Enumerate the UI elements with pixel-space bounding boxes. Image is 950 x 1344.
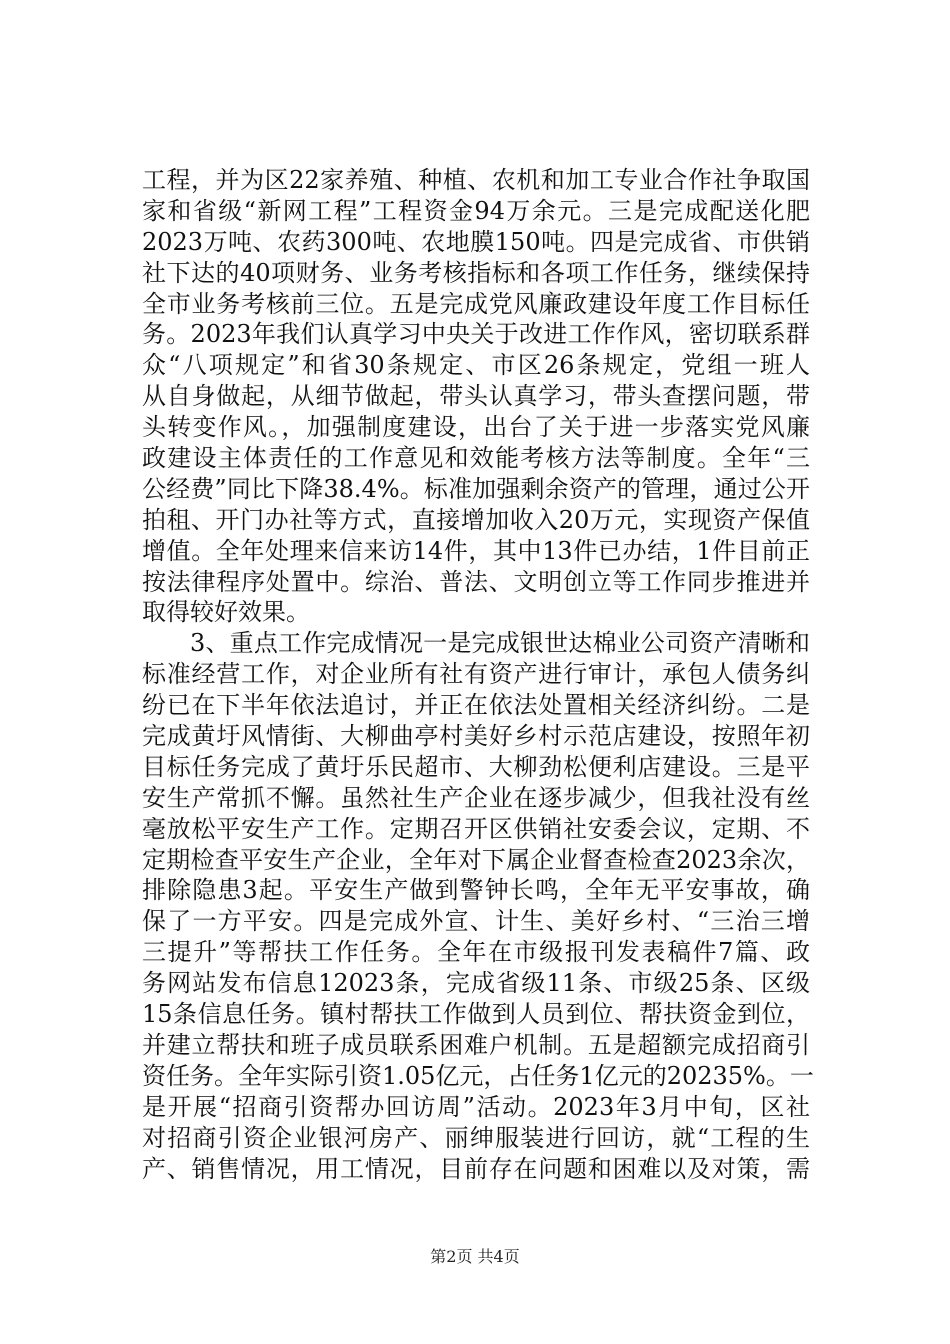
text-line: 保了一方平安。四是完成外宣、计生、美好乡村、“三治三增 xyxy=(142,907,810,936)
text-line: 15条信息任务。镇村帮扶工作做到人员到位、帮扶资金到位， xyxy=(142,1000,810,1029)
text-line: 增值。全年处理来信来访14件，其中13件已办结，1件目前正 xyxy=(142,536,810,565)
text-line: 家和省级“新网工程”工程资金94万余元。三是完成配送化肥 xyxy=(142,196,810,225)
text-line: 取得较好效果。 xyxy=(142,598,310,627)
text-line: 政建设主体责任的工作意见和效能考核方法等制度。全年“三 xyxy=(142,444,810,473)
text-line: 完成黄圩风情街、大柳曲亭村美好乡村示范店建设，按照年初 xyxy=(142,722,810,751)
text-line: 拍租、开门办社等方式，直接增加收入20万元，实现资产保值 xyxy=(142,505,810,534)
text-line: 并建立帮扶和班子成员联系困难户机制。五是超额完成招商引 xyxy=(142,1030,810,1059)
text-line: 2023万吨、农药300吨、农地膜150吨。四是完成省、市供销 xyxy=(142,227,810,256)
text-line: 全市业务考核前三位。五是完成党风廉政建设年度工作目标任 xyxy=(142,289,810,318)
text-line: 标准经营工作，对企业所有社有资产进行审计，承包人债务纠 xyxy=(142,660,810,689)
text-line: 按法律程序处置中。综治、普法、文明创立等工作同步推进并 xyxy=(142,567,810,596)
text-line: 社下达的40项财务、业务考核指标和各项工作任务，继续保持 xyxy=(142,258,810,287)
text-line: 排除隐患3起。平安生产做到警钟长鸣，全年无平安事故，确 xyxy=(142,876,810,905)
text-line: 资任务。全年实际引资1.05亿元，占任务1亿元的20235%。一 xyxy=(142,1061,814,1090)
text-line: 从自身做起，从细节做起，带头认真学习，带头查摆问题，带 xyxy=(142,382,810,411)
text-line: 众“八项规定”和省30条规定、市区26条规定，党组一班人 xyxy=(142,351,810,380)
text-line: 3、重点工作完成情况一是完成银世达棉业公司资产清晰和 xyxy=(190,629,810,658)
text-line: 务网站发布信息12023条，完成省级11条、市级25条、区级 xyxy=(142,969,810,998)
text-line: 纷已在下半年依法追讨，并正在依法处置相关经济纠纷。二是 xyxy=(142,691,810,720)
text-line: 三提升”等帮扶工作任务。全年在市级报刊发表稿件7篇、政 xyxy=(142,938,810,967)
text-line: 定期检查平安生产企业，全年对下属企业督查检查2023余次， xyxy=(142,845,810,874)
text-line: 务。2023年我们认真学习中央关于改进工作作风，密切联系群 xyxy=(142,320,810,349)
text-line: 安生产常抓不懈。虽然社生产企业在逐步减少，但我社没有丝 xyxy=(142,783,810,812)
document-body xyxy=(142,165,814,1184)
text-line: 是开展“招商引资帮办回访周”活动。2023年3月中旬，区社 xyxy=(142,1092,810,1121)
text-line: 对招商引资企业银河房产、丽绅服装进行回访，就“工程的生 xyxy=(142,1123,810,1152)
text-line: 毫放松平安生产工作。定期召开区供销社安委会议，定期、不 xyxy=(142,814,810,843)
text-line: 产、销售情况，用工情况，目前存在问题和困难以及对策，需 xyxy=(142,1154,810,1183)
text-line: 工程，并为区22家养殖、种植、农机和加工专业合作社争取国 xyxy=(142,166,810,194)
text-line: 头转变作风。，加强制度建设，出台了关于进一步落实党风廉 xyxy=(142,413,810,442)
text-line: 目标任务完成了黄圩乐民超市、大柳劲松便利店建设。三是平 xyxy=(142,752,810,781)
text-line: 公经费”同比下降38.4%。标准加强剩余资产的管理，通过公开 xyxy=(142,474,810,503)
page-number-footer: 第2页 共4页 xyxy=(430,1247,520,1266)
